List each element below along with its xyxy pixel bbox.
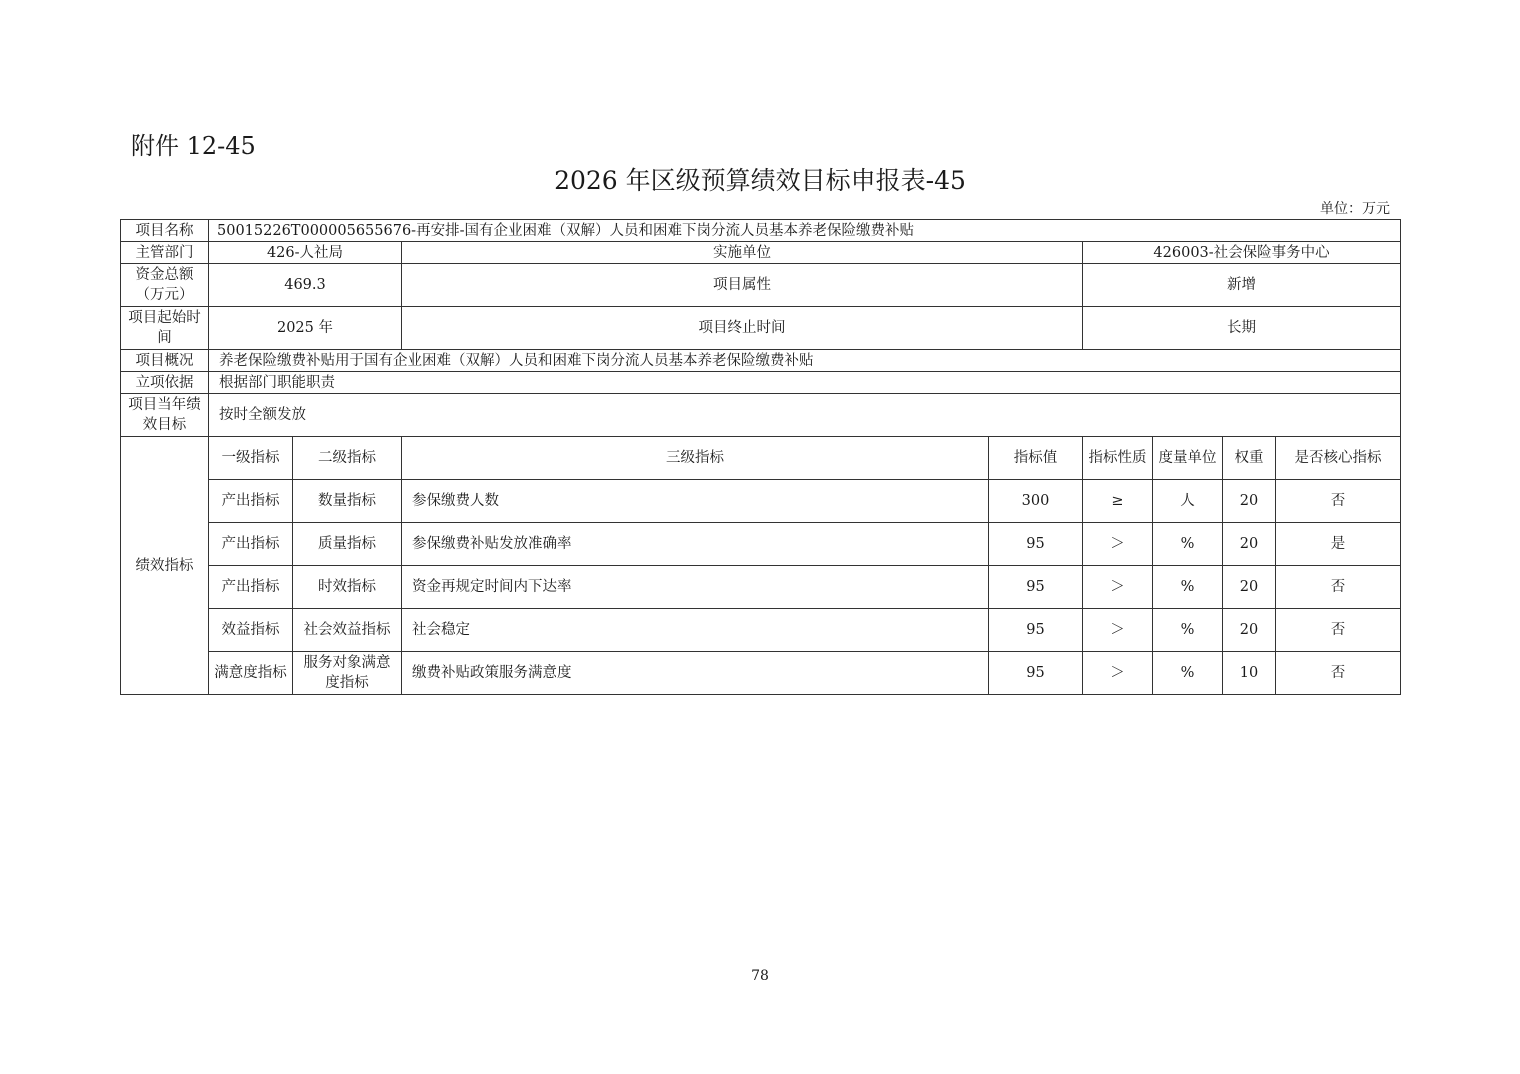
unit-cell: % [1153,523,1223,566]
basis-label: 立项依据 [121,372,209,394]
header-value: 指标值 [989,437,1083,480]
fund-value: 469.3 [209,264,402,307]
page-number: 78 [751,968,769,984]
header-level1: 一级指标 [209,437,293,480]
unit-label: 单位：万元 [1320,201,1390,217]
level3-cell: 资金再规定时间内下达率 [402,566,989,609]
core-cell: 否 [1276,480,1401,523]
impl-label: 实施单位 [402,242,1083,264]
unit-cell: % [1153,609,1223,652]
level3-cell: 参保缴费补贴发放准确率 [402,523,989,566]
level1-cell: 效益指标 [209,609,293,652]
value-cell: 95 [989,523,1083,566]
row-overview [121,350,1401,372]
unit-cell: % [1153,652,1223,695]
row-fund [121,264,1401,307]
core-cell: 否 [1276,609,1401,652]
project-name-label: 项目名称 [121,220,209,242]
fund-label: 资金总额（万元） [121,264,209,307]
level2-cell: 时效指标 [293,566,402,609]
end-label: 项目终止时间 [402,307,1083,350]
table-row [121,652,1401,695]
nature-cell: ＞ [1083,523,1153,566]
header-weight: 权重 [1223,437,1276,480]
level2-cell: 社会效益指标 [293,609,402,652]
row-time [121,307,1401,350]
weight-cell: 20 [1223,566,1276,609]
end-value: 长期 [1083,307,1401,350]
overview-value: 养老保险缴费补贴用于国有企业困难（双解）人员和困难下岗分流人员基本养老保险缴费补贴 [209,350,1401,372]
impl-value: 426003-社会保险事务中心 [1083,242,1401,264]
value-cell: 300 [989,480,1083,523]
dept-label: 主管部门 [121,242,209,264]
level1-cell: 产出指标 [209,480,293,523]
level2-cell: 服务对象满意度指标 [293,652,402,695]
unit-cell: 人 [1153,480,1223,523]
nature-cell: ＞ [1083,609,1153,652]
level3-cell: 缴费补贴政策服务满意度 [402,652,989,695]
value-cell: 95 [989,566,1083,609]
start-value: 2025 年 [209,307,402,350]
core-cell: 是 [1276,523,1401,566]
level1-cell: 产出指标 [209,523,293,566]
weight-cell: 10 [1223,652,1276,695]
weight-cell: 20 [1223,609,1276,652]
performance-target-table [120,219,1401,695]
value-cell: 95 [989,652,1083,695]
attr-label: 项目属性 [402,264,1083,307]
project-name-value: 50015226T000005655676-再安排-国有企业困难（双解）人员和困难下岗分流人员基本养老保险缴费补贴 [209,220,1401,242]
core-cell: 否 [1276,652,1401,695]
goal-value: 按时全额发放 [209,394,1401,437]
level1-cell: 满意度指标 [209,652,293,695]
basis-value: 根据部门职能职责 [209,372,1401,394]
row-department [121,242,1401,264]
goal-label: 项目当年绩效目标 [121,394,209,437]
level2-cell: 数量指标 [293,480,402,523]
indicator-section-label: 绩效指标 [121,437,209,695]
nature-cell: ＞ [1083,652,1153,695]
indicator-header-row [121,437,1401,480]
row-basis [121,372,1401,394]
table-row [121,566,1401,609]
row-project-name [121,220,1401,242]
attachment-label: 附件 12-45 [131,132,256,160]
unit-cell: % [1153,566,1223,609]
header-level2: 二级指标 [293,437,402,480]
level2-cell: 质量指标 [293,523,402,566]
attr-value: 新增 [1083,264,1401,307]
dept-value: 426-人社局 [209,242,402,264]
header-unit: 度量单位 [1153,437,1223,480]
table-row [121,609,1401,652]
level1-cell: 产出指标 [209,566,293,609]
value-cell: 95 [989,609,1083,652]
start-label: 项目起始时间 [121,307,209,350]
level3-cell: 社会稳定 [402,609,989,652]
level3-cell: 参保缴费人数 [402,480,989,523]
header-level3: 三级指标 [402,437,989,480]
overview-label: 项目概况 [121,350,209,372]
core-cell: 否 [1276,566,1401,609]
page-title: 2026 年区级预算绩效目标申报表-45 [554,166,966,195]
table-row [121,523,1401,566]
weight-cell: 20 [1223,523,1276,566]
nature-cell: ≥ [1083,480,1153,523]
row-goal [121,394,1401,437]
weight-cell: 20 [1223,480,1276,523]
nature-cell: ＞ [1083,566,1153,609]
header-core: 是否核心指标 [1276,437,1401,480]
table-row [121,480,1401,523]
header-nature: 指标性质 [1083,437,1153,480]
